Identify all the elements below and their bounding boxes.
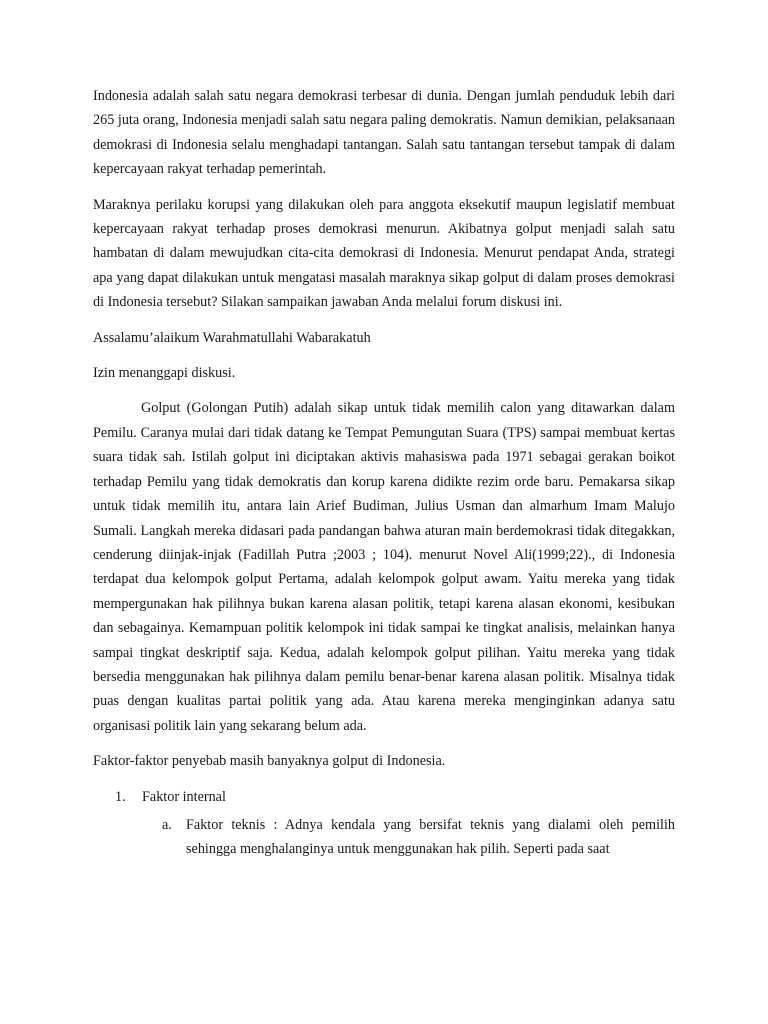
list-marker: 1. — [115, 788, 126, 805]
question-paragraph: Maraknya perilaku korupsi yang dilakukan oleh para anggota eksekutif maupun legislatif membuat kepercayaan rakyat terhadap proses demokrasi menurun. Akibatnya golput menjadi salah satu hambatan di dalam mewujudkan cita-cita demokrasi di Indonesia. Menurut pendapat Anda, strategi apa yang dapat dilakukan untuk mengatasi masalah maraknya sikap golput di dalam proses demokrasi di Indonesia tersebut? Silakan sampaikan jawaban Anda melalui forum diskusi ini. — [93, 196, 675, 311]
sublist-item-text: Faktor teknis : Adnya kendala yang bersifat teknis yang dialami oleh pemilih sehingga menghalanginya untuk menggunakan hak pilih. Seperti pada saat — [186, 816, 675, 858]
list-item-faktor-internal — [93, 785, 675, 809]
intro-paragraph: Indonesia adalah salah satu negara demokrasi terbesar di dunia. Dengan jumlah penduduk lebih dari 265 juta orang, Indonesia menjadi salah satu negara paling demokratis. Namun demikian, pelaksanaan demokrasi di Indonesia selalu menghadapi tantangan. Salah satu tantangan tersebut tampak di dalam kepercayaan rakyat terhadap pemerintah. — [93, 88, 675, 178]
response-intro-line: Izin menanggapi diskusi. — [93, 365, 236, 382]
golput-definition-paragraph: Golput (Golongan Putih) adalah sikap untuk tidak memilih calon yang ditawarkan dalam Pemilu. Caranya mulai dari tidak datang ke Tempat Pemungutan Suara (TPS) sampai membuat kertas suara tidak sah. Istilah golput ini diciptakan aktivis mahasiswa pada 1971 sebagai gerakan boikot terhadap Pemilu yang tidak demokratis dan korup karena didikte rezim orde baru. Pemakarsa sikap untuk tidak memilih itu, antara lain Arief Budiman, Julius Usman dan almarhum Imam Malujo Sumali. Langkah mereka didasari pada pandangan bahwa aturan main berdemokrasi tidak ditegakkan, cenderung diinjak-injak (Fadillah Putra ;2003 ; 104). menurut Novel Ali(1999;22)., di Indonesia terdapat dua kelompok golput Pertama, adalah kelompok golput awam. Yaitu mereka yang tidak mempergunakan hak pilihnya bukan karena alasan politik, tetapi karena alasan ekonomi, kesibukan dan sebagainya. Kemampuan politik kelompok ini tidak sampai ke tingkat analisis, melainkan hanya sampai tingkat deskriptif saja. Kedua, adalah kelompok golput pilihan. Yaitu mereka yang tidak bersedia menggunakan hak pilihnya dalam pemilu benar-benar karena alasan politik. Misalnya tidak puas dengan kualitas partai politik yang ada. Atau karena mereka menginginkan adanya satu organisasi politik lain yang sekarang belum ada. — [93, 400, 675, 734]
document-page — [93, 84, 675, 866]
sublist-item-faktor-teknis — [93, 813, 675, 862]
sublist-marker: a. — [162, 816, 172, 833]
greeting-line: Assalamu’alaikum Warahmatullahi Wabarakatuh — [93, 329, 371, 346]
factors-heading: Faktor-faktor penyebab masih banyaknya golput di Indonesia. — [93, 753, 446, 770]
list-item-label: Faktor internal — [142, 788, 226, 805]
